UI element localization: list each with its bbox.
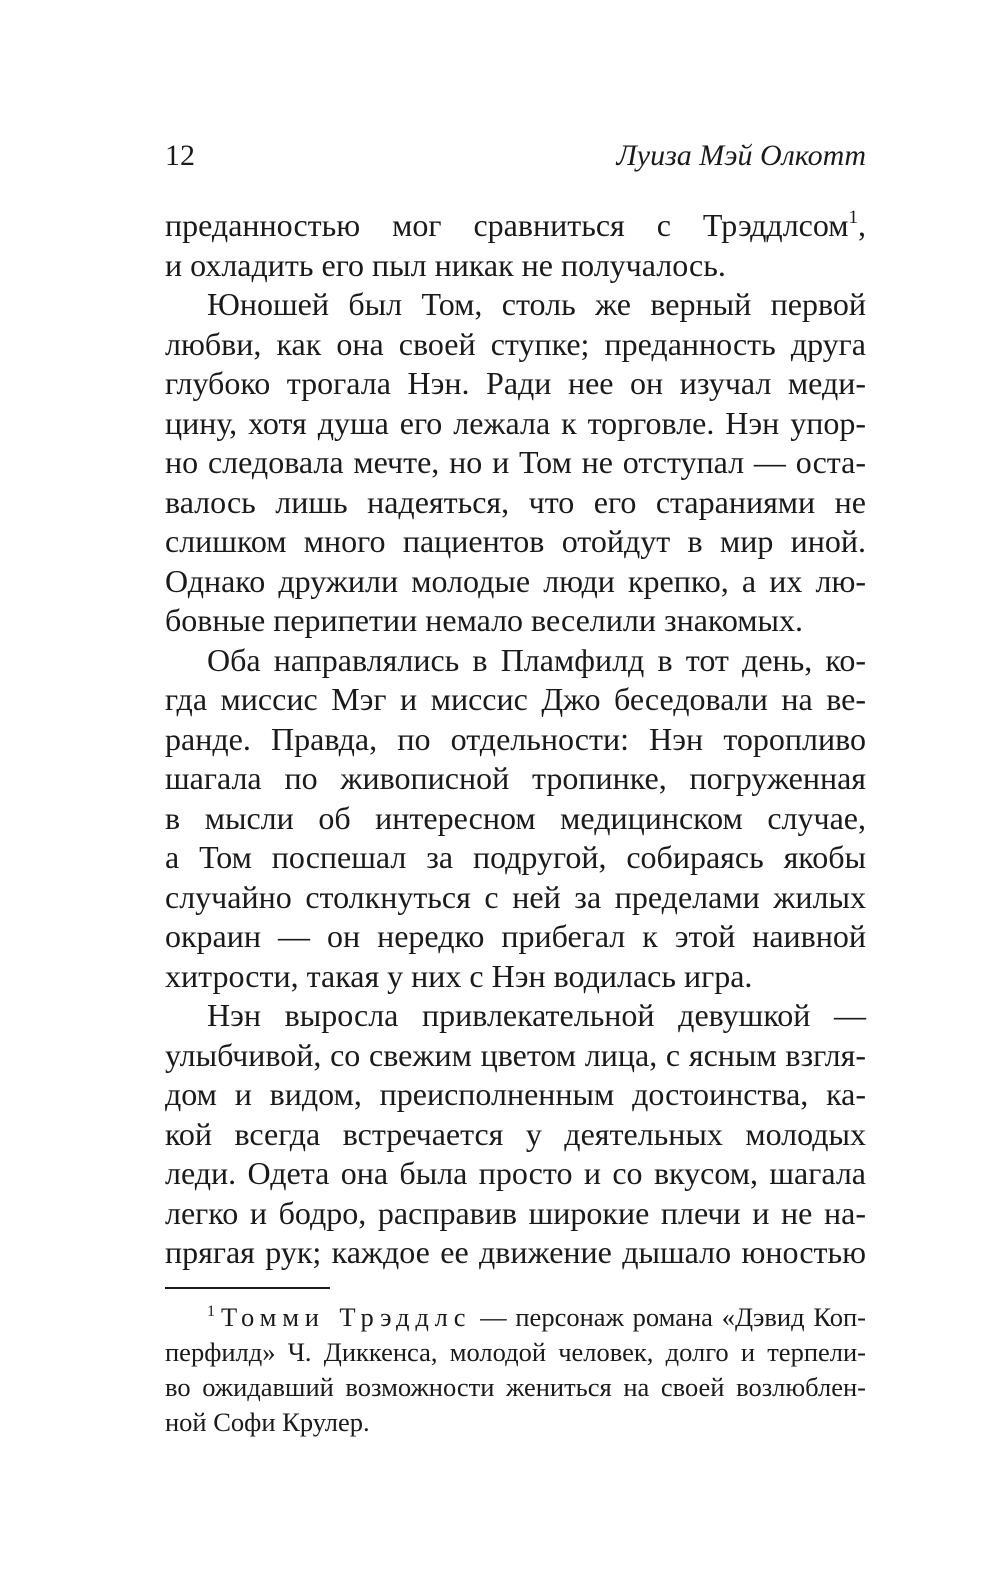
- text-line: Однако дружили молодые люди крепко, а их лю-: [165, 562, 866, 599]
- text-line: прягая рук; каждое ее движение дышало юностью: [165, 1234, 866, 1270]
- text-line: цину, хотя душа его лежала к торговле. Нэн упор-: [165, 404, 866, 441]
- text-line: слишком много пациентов отойдут в мир иной.: [165, 523, 866, 559]
- footnote-name: Томми Трэддлс: [221, 1302, 472, 1332]
- footnote-line: перфилд» Ч. Диккенса, молодой человек, долго и терпели-: [165, 1337, 866, 1367]
- text-line: [165, 206, 866, 246]
- text-line: Оба направлялись в Пламфилд в тот день, ко-: [207, 641, 866, 678]
- text-line: ранде. Правда, по отдельности: Нэн торопливо: [165, 720, 866, 757]
- footnote-divider: [165, 1287, 330, 1289]
- text-line: и охладить его пыл никак не получалось.: [165, 246, 726, 283]
- footnote-line: ной Софи Крулер.: [165, 1407, 370, 1437]
- footnote: [165, 1300, 866, 1440]
- text-line: гда миссис Мэг и миссис Джо беседовали на ве-: [165, 681, 866, 717]
- main-text: [165, 206, 866, 1273]
- text-line: а Том поспешал за подругой, собираясь якобы: [165, 839, 866, 875]
- text-line: кой всегда встречается у деятельных молодых: [165, 1115, 866, 1152]
- text-line: бовные перипетии немало веселили знакомых.: [165, 602, 803, 638]
- text-line: случайно столкнуться с ней за пределами жилых: [165, 878, 866, 915]
- text-line: шагала по живописной тропинке, погруженная: [165, 760, 866, 796]
- text-line: но следовала мечте, но и Том не отступал — оста-: [165, 444, 866, 480]
- text-fragment: преданностью мог сравниться с Трэддлсом: [165, 207, 849, 243]
- footnote-text: — персонаж романа «Дэвид Коп-: [471, 1302, 866, 1332]
- page-header: [165, 136, 866, 176]
- page-number: 12: [165, 139, 195, 172]
- footnote-line: во ожидавший возможности жениться на своей возлюблен-: [165, 1372, 866, 1402]
- text-line: окраин — он нередко прибегал к этой наивной: [165, 918, 866, 954]
- text-line: дом и видом, преисполненным достоинства, ка-: [165, 1076, 866, 1112]
- text-line: улыбчивой, со свежим цветом лица, с ясным взгля-: [165, 1036, 866, 1073]
- footnote-line: [165, 1300, 866, 1335]
- text-line: легко и бодро, расправив широкие плечи и не на-: [165, 1194, 866, 1231]
- text-fragment: ,: [858, 207, 866, 243]
- text-line: Юношей был Том, столь же верный первой: [207, 286, 866, 322]
- text-line: любви, как она своей ступке; преданность друга: [165, 325, 866, 362]
- text-line: глубоко трогала Нэн. Ради нее он изучал меди-: [165, 365, 866, 401]
- text-line: леди. Одета она была просто и со вкусом, шагала: [165, 1155, 866, 1191]
- footnote-reference: 1: [848, 207, 858, 228]
- text-line: валось лишь надеяться, что его стараниями не: [165, 483, 866, 520]
- footnote-number: 1: [207, 1303, 215, 1320]
- text-line: в мысли об интересном медицинском случае,: [165, 799, 866, 836]
- text-line: Нэн выросла привлекательной девушкой —: [207, 997, 866, 1033]
- text-line: хитрости, такая у них с Нэн водилась игра.: [165, 957, 753, 994]
- running-head: Луиза Мэй Олкотт: [616, 139, 866, 172]
